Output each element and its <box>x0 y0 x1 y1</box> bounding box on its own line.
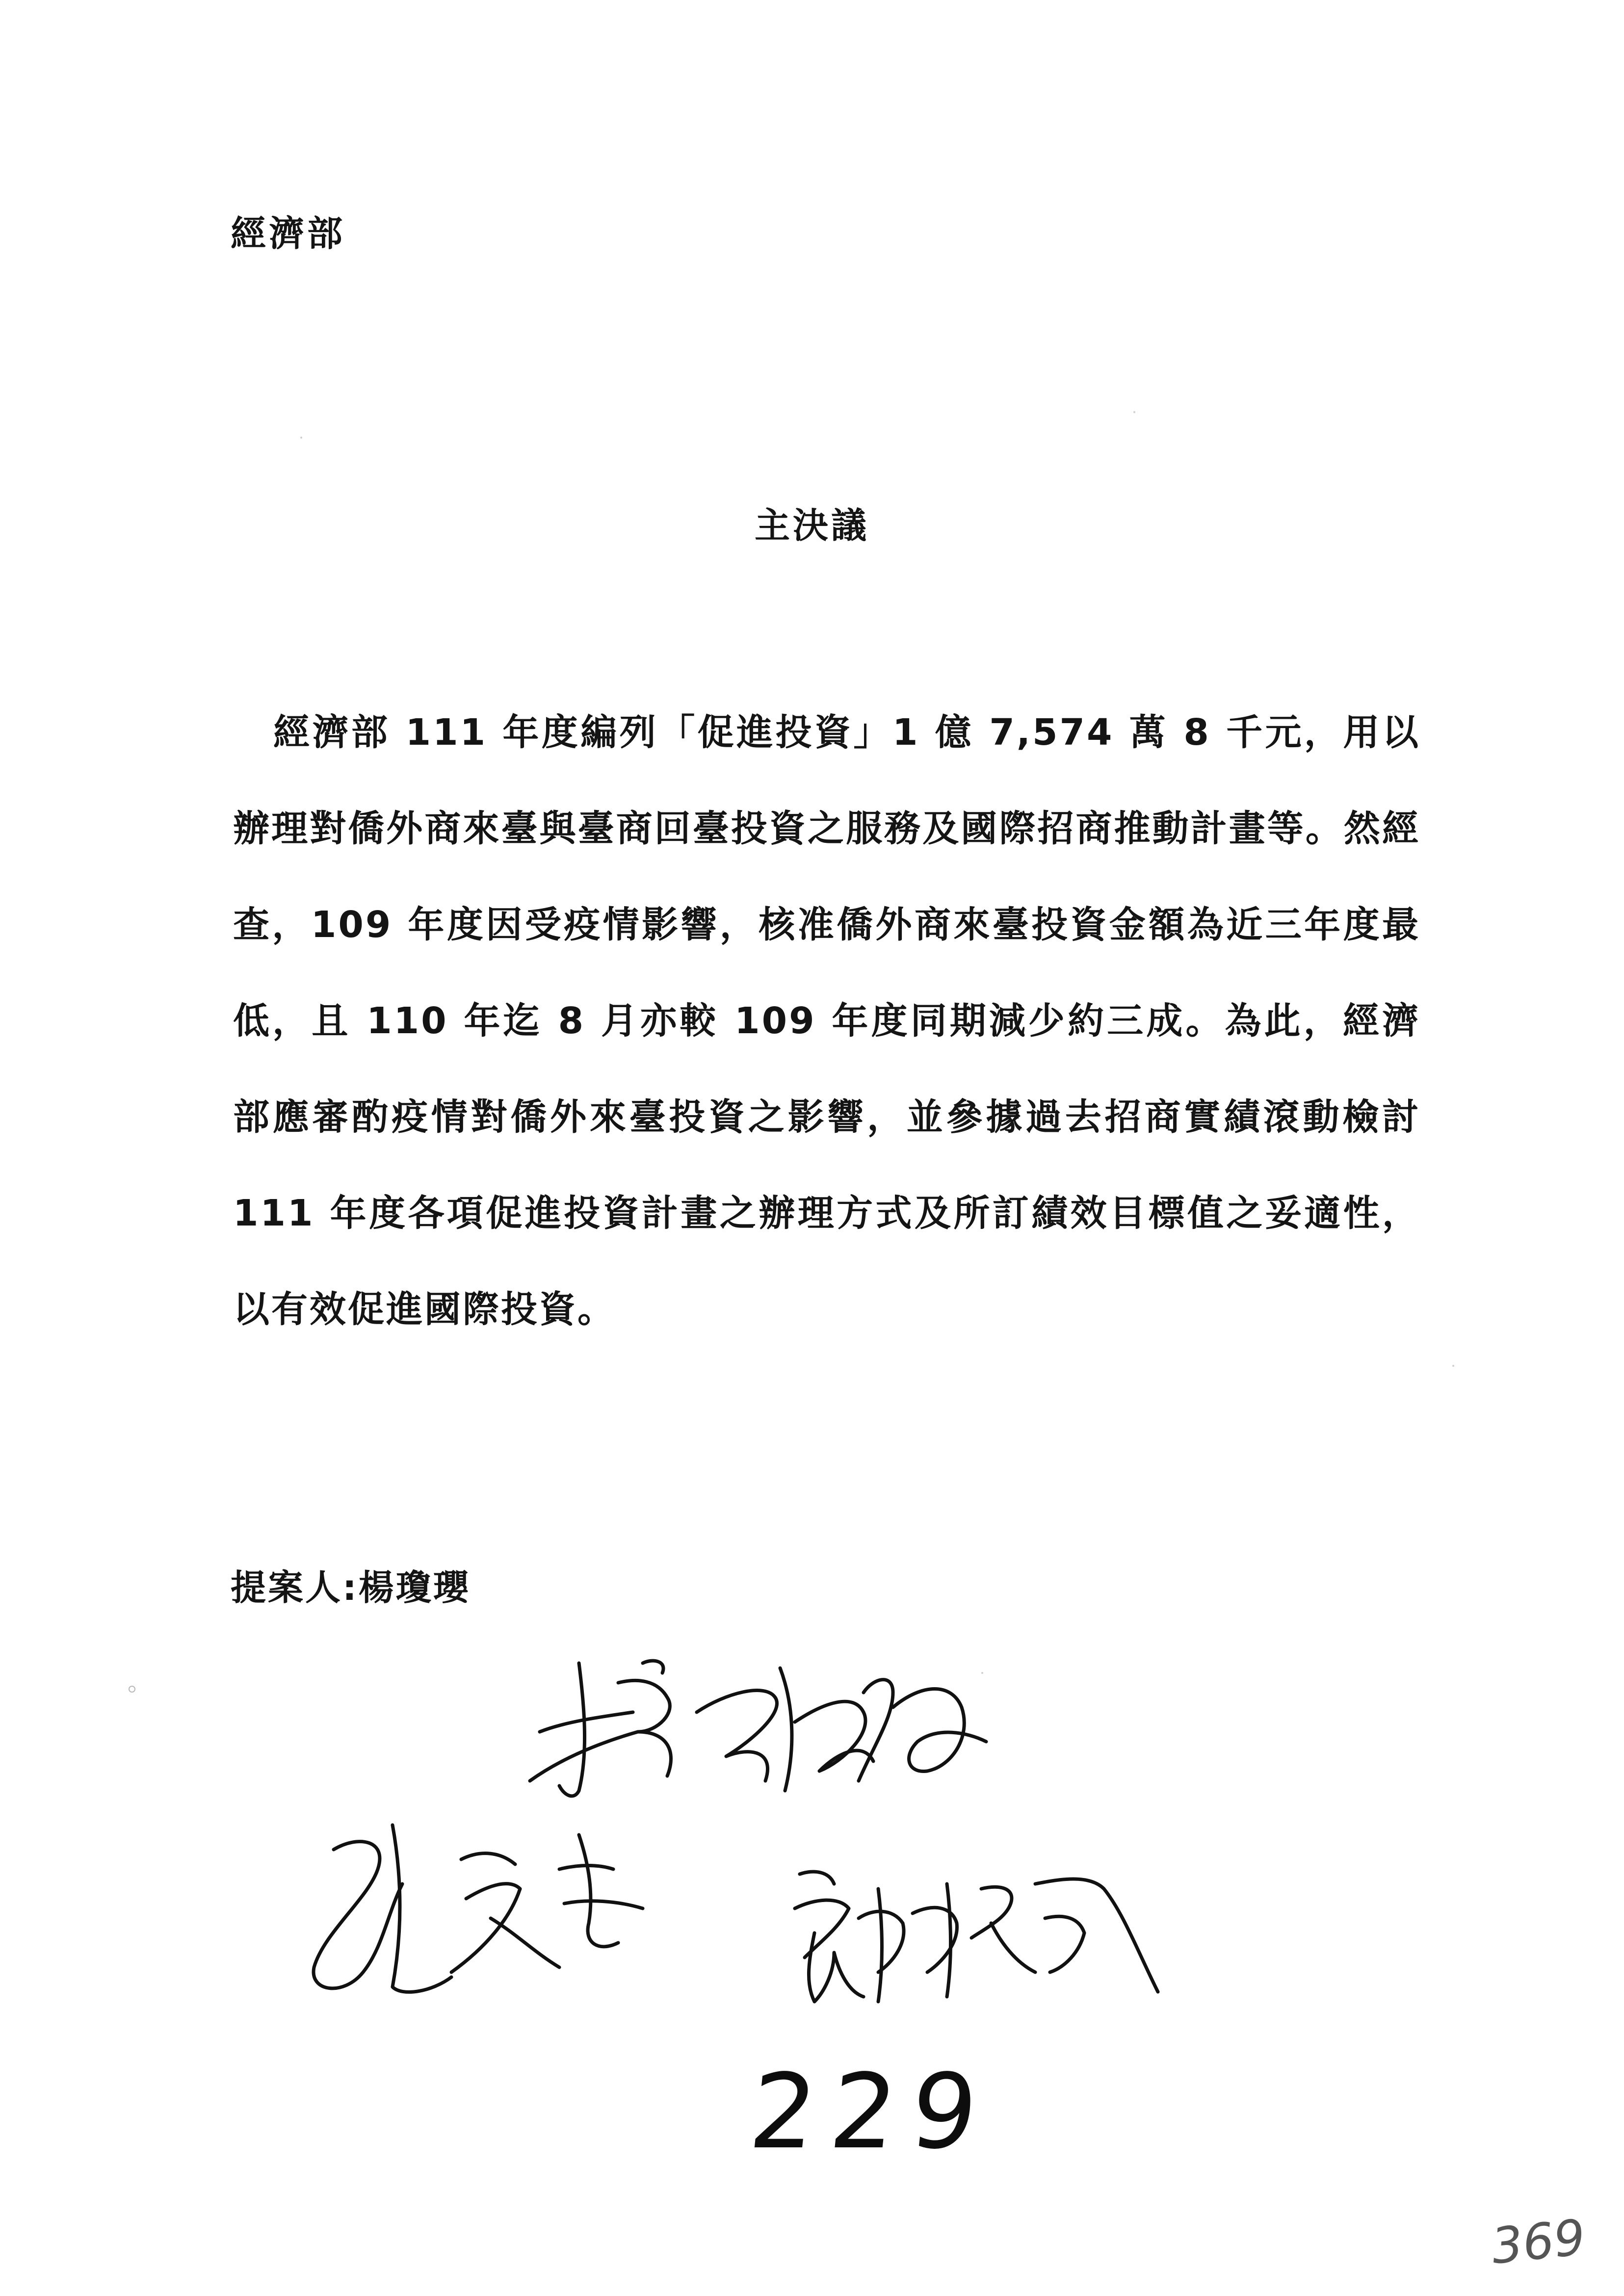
resolution-body: 經濟部 111 年度編列「促進投資」1 億 7,574 萬 8 千元，用以辦理對僑外商來臺與臺商回臺投資之服務及國際招商推動計畫等。然經查，109 年度因受疫情影響，核准僑外商來臺投資金額為近三年度最低，且 110 年迄 8 月亦較 109 年度同期減少約三成。為此，經濟部應審酌疫情對僑外來臺投資之影響，並參據過去招商實績滾動檢討 111 年度各項促進投資計畫之辦理方式及所訂績效目標值之妥適性，以有效促進國際投資。 <box>233 711 1420 1331</box>
scan-artifact-speck <box>981 1672 983 1674</box>
handwritten-signature-2 <box>304 1805 677 2011</box>
handwritten-signature-3 <box>785 1845 1168 2021</box>
scan-artifact-dot <box>129 1686 135 1693</box>
proposer-label: 提案人:楊瓊瓔 <box>231 1567 471 1608</box>
agency-name: 經濟部 <box>231 213 346 254</box>
document-title: 主決議 <box>754 505 869 546</box>
scan-artifact-speck <box>1452 1365 1454 1367</box>
scan-artifact-speck <box>1133 411 1135 413</box>
folio-number: 369 <box>1489 2208 1588 2275</box>
handwritten-signature-1 <box>520 1634 1011 1810</box>
page-number-stamp: 229 <box>744 2052 998 2172</box>
scan-artifact-speck <box>300 437 302 439</box>
